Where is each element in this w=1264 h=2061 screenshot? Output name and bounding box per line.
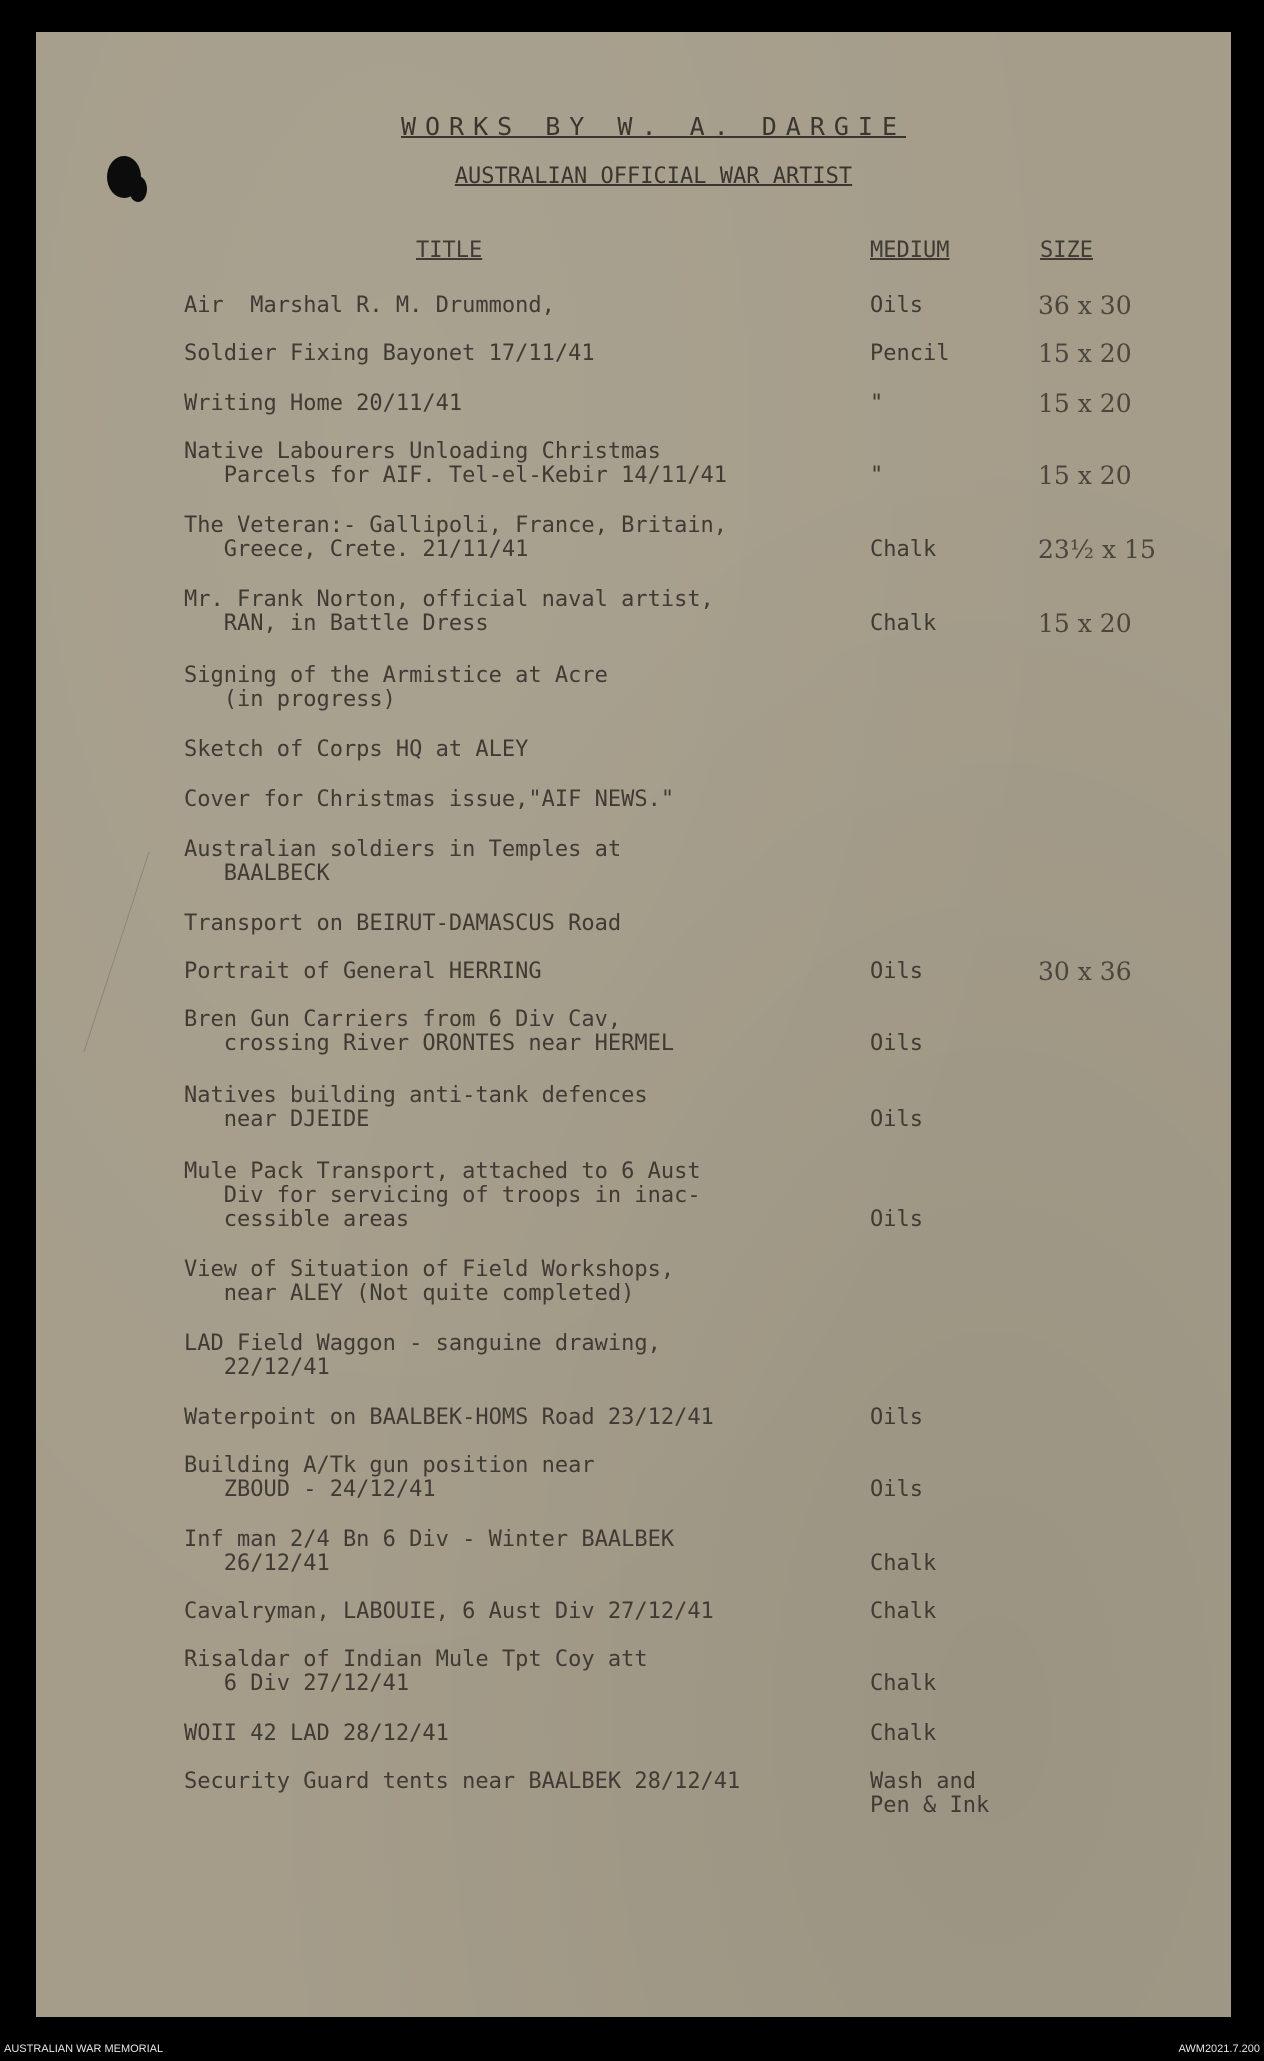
work-title: Soldier Fixing Bayonet 17/11/41 (184, 341, 595, 366)
page-title: WORKS BY W. A. DARGIE (400, 112, 907, 141)
work-title: Portrait of General HERRING (184, 959, 542, 984)
work-size: 15 x 20 (1038, 461, 1132, 490)
work-title: Cavalryman, LABOUIE, 6 Aust Div 27/12/41 (184, 1599, 714, 1624)
work-title: Writing Home 20/11/41 (184, 391, 463, 416)
column-header-medium: MEDIUM (870, 238, 950, 263)
paper-crease (36, 852, 149, 1052)
work-title: Australian soldiers in Temples at BAALBECK (184, 837, 622, 886)
work-medium: Chalk (870, 1599, 937, 1624)
column-header-title: TITLE (416, 238, 483, 263)
footer-reference: AWM2021.7.200 (1178, 2043, 1260, 2055)
work-medium: Oils (870, 1477, 923, 1502)
work-medium: Oils (870, 1405, 923, 1430)
work-medium: Oils (870, 1031, 923, 1056)
work-size: 15 x 20 (1038, 339, 1132, 368)
work-title: Transport on BEIRUT-DAMASCUS Road (184, 911, 622, 936)
work-medium: Chalk (870, 1721, 937, 1746)
work-medium: Oils (870, 293, 923, 318)
typed-sheet (36, 32, 1231, 2017)
work-medium: Chalk (870, 611, 937, 636)
work-title: WOII 42 LAD 28/12/41 (184, 1721, 449, 1746)
work-title: The Veteran:- Gallipoli, France, Britain, Greece, Crete. 21/11/41 (184, 513, 728, 562)
work-medium: Pencil (870, 341, 950, 366)
work-size: 23½ x 15 (1038, 535, 1156, 564)
work-medium: Chalk (870, 1671, 937, 1696)
work-title: Native Labourers Unloading Christmas Parcels for AIF. Tel-el-Kebir 14/11/41 (184, 439, 728, 488)
work-title: Bren Gun Carriers from 6 Div Cav, crossing River ORONTES near HERMEL (184, 1007, 675, 1056)
work-title: Natives building anti-tank defences near DJEIDE (184, 1083, 648, 1132)
work-title: Waterpoint on BAALBEK-HOMS Road 23/12/41 (184, 1405, 714, 1430)
work-size: 30 x 36 (1038, 957, 1132, 986)
work-title: Mr. Frank Norton, official naval artist, RAN, in Battle Dress (184, 587, 714, 636)
work-title: View of Situation of Field Workshops, near ALEY (Not quite completed) (184, 1257, 675, 1306)
column-header-size: SIZE (1040, 238, 1093, 263)
work-title: LAD Field Waggon - sanguine drawing, 22/12/41 (184, 1331, 661, 1380)
page-subtitle: AUSTRALIAN OFFICIAL WAR ARTIST (454, 164, 853, 189)
work-medium: Chalk (870, 537, 937, 562)
work-title: Risaldar of Indian Mule Tpt Coy att 6 Div 27/12/41 (184, 1647, 648, 1696)
work-size: 15 x 20 (1038, 389, 1132, 418)
work-medium: Oils (870, 959, 923, 984)
work-title: Inf man 2/4 Bn 6 Div - Winter BAALBEK 26/12/41 (184, 1527, 675, 1576)
work-title: Security Guard tents near BAALBEK 28/12/41 (184, 1769, 741, 1794)
work-medium: Chalk (870, 1551, 937, 1576)
work-title: Sketch of Corps HQ at ALEY (184, 737, 529, 762)
work-size: 15 x 20 (1038, 609, 1132, 638)
work-title: Mule Pack Transport, attached to 6 Aust Div for servicing of troops in inac- cessible areas (184, 1159, 701, 1232)
work-medium: " (870, 463, 884, 488)
footer-credit: AUSTRALIAN WAR MEMORIAL (4, 2043, 164, 2055)
work-size: 36 x 30 (1038, 291, 1132, 320)
work-medium: " (870, 391, 884, 416)
work-title: Signing of the Armistice at Acre (in progress) (184, 663, 608, 712)
work-medium: Oils (870, 1207, 923, 1232)
work-title: Building A/Tk gun position near ZBOUD - 24/12/41 (184, 1453, 595, 1502)
work-medium: Wash and Pen & Ink (870, 1769, 990, 1818)
work-medium: Oils (870, 1107, 923, 1132)
work-title: Air Marshal R. M. Drummond, (184, 293, 555, 318)
work-title: Cover for Christmas issue,"AIF NEWS." (184, 787, 675, 812)
